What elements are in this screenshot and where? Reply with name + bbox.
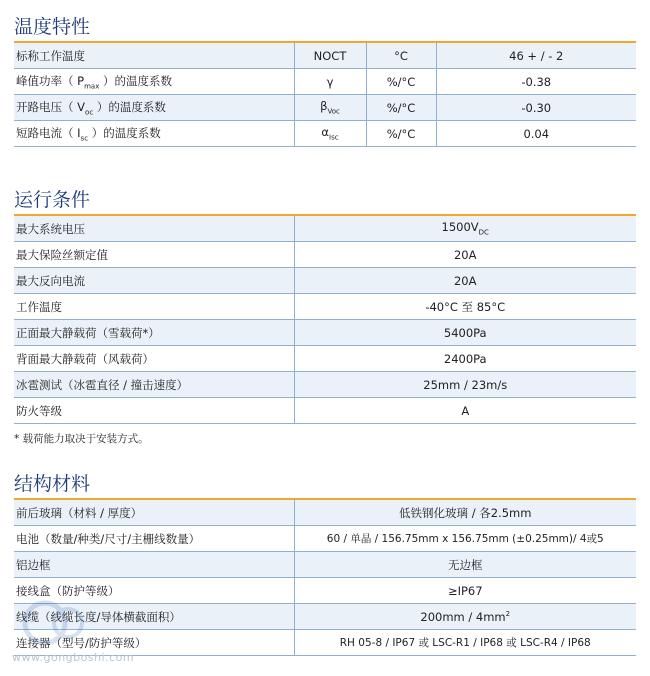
row-label: 冰雹测试（冰雹直径 / 撞击速度） — [14, 372, 294, 398]
row-label: 最大保险丝额定值 — [14, 242, 294, 268]
row-value: 60 / 单晶 / 156.75mm x 156.75mm (±0.25mm)/ 4或5 — [294, 526, 636, 552]
row-value: -0.38 — [436, 69, 636, 95]
row-value: -40°C 至 85°C — [294, 294, 636, 320]
section-title: 温度特性 — [14, 16, 91, 38]
temperature-table — [14, 43, 636, 147]
row-value: 低铁钢化玻璃 / 各2.5mm — [294, 500, 636, 526]
row-label: 连接器（型号/防护等级） — [14, 630, 294, 656]
table-row — [14, 578, 636, 604]
row-value: 无边框 — [294, 552, 636, 578]
row-label: 前后玻璃（材料 / 厚度） — [14, 500, 294, 526]
table-row — [14, 268, 636, 294]
row-label: 防火等级 — [14, 398, 294, 424]
table-row — [14, 121, 636, 147]
table-row — [14, 346, 636, 372]
operating-table — [14, 216, 636, 424]
row-label: 标称工作温度 — [14, 43, 294, 69]
table-row — [14, 604, 636, 630]
row-unit: %/°C — [366, 69, 436, 95]
table-row — [14, 216, 636, 242]
row-unit: °C — [366, 43, 436, 69]
row-value: ≥IP67 — [294, 578, 636, 604]
row-label: 峰值功率（ $P_{max}$ ）的温度系数 — [14, 69, 294, 95]
row-value: $200mm / 4mm^2$ — [294, 604, 636, 630]
row-unit: %/°C — [366, 121, 436, 147]
row-value: 2400Pa — [294, 346, 636, 372]
section-operating-conditions — [14, 187, 636, 446]
row-symbol: NOCT — [294, 43, 366, 69]
table-row — [14, 552, 636, 578]
section-temperature — [14, 14, 636, 147]
watermark-logo-icon — [20, 598, 90, 648]
row-value: 20A — [294, 268, 636, 294]
table-row — [14, 242, 636, 268]
table-row — [14, 398, 636, 424]
row-label: 电池（数量/种类/尺寸/主栅线数量） — [14, 526, 294, 552]
row-label: 短路电流（ $I_{sc}$ ）的温度系数 — [14, 121, 294, 147]
row-label: 工作温度 — [14, 294, 294, 320]
row-label: 接线盒（防护等级） — [14, 578, 294, 604]
row-value: 5400Pa — [294, 320, 636, 346]
row-value: 20A — [294, 242, 636, 268]
row-value: RH 05-8 / IP67 或 LSC-R1 / IP68 或 LSC-R4 / IP68 — [294, 630, 636, 656]
watermark-url: www.gongboshi.com — [12, 651, 135, 664]
row-symbol: $\beta_{Voc}$ — [294, 95, 366, 121]
table-row — [14, 69, 636, 95]
table-row — [14, 95, 636, 121]
row-label: 最大系统电压 — [14, 216, 294, 242]
row-label: 铝边框 — [14, 552, 294, 578]
row-value: $1500V_{DC}$ — [294, 216, 636, 242]
row-label: 正面最大静载荷（雪载荷*） — [14, 320, 294, 346]
table-row — [14, 372, 636, 398]
materials-table — [14, 500, 636, 656]
row-label: 开路电压（ $V_{oc}$ ）的温度系数 — [14, 95, 294, 121]
section-title: 运行条件 — [14, 189, 91, 211]
row-unit: %/°C — [366, 95, 436, 121]
row-symbol: γ — [294, 69, 366, 95]
row-value: 46 + / - 2 — [436, 43, 636, 69]
footnote: * 载荷能力取决于安装方式。 — [14, 433, 149, 445]
section-materials — [14, 471, 636, 656]
table-row — [14, 43, 636, 69]
row-value: 0.04 — [436, 121, 636, 147]
section-title: 结构材料 — [14, 473, 91, 495]
row-label: 线缆（线缆长度/导体横截面积） — [14, 604, 294, 630]
row-value: 25mm / 23m/s — [294, 372, 636, 398]
row-label: 背面最大静载荷（风载荷） — [14, 346, 294, 372]
table-row — [14, 320, 636, 346]
table-row — [14, 500, 636, 526]
row-label: 最大反向电流 — [14, 268, 294, 294]
table-row — [14, 526, 636, 552]
table-row — [14, 294, 636, 320]
row-symbol: $\alpha_{Isc}$ — [294, 121, 366, 147]
row-value: -0.30 — [436, 95, 636, 121]
row-value: A — [294, 398, 636, 424]
